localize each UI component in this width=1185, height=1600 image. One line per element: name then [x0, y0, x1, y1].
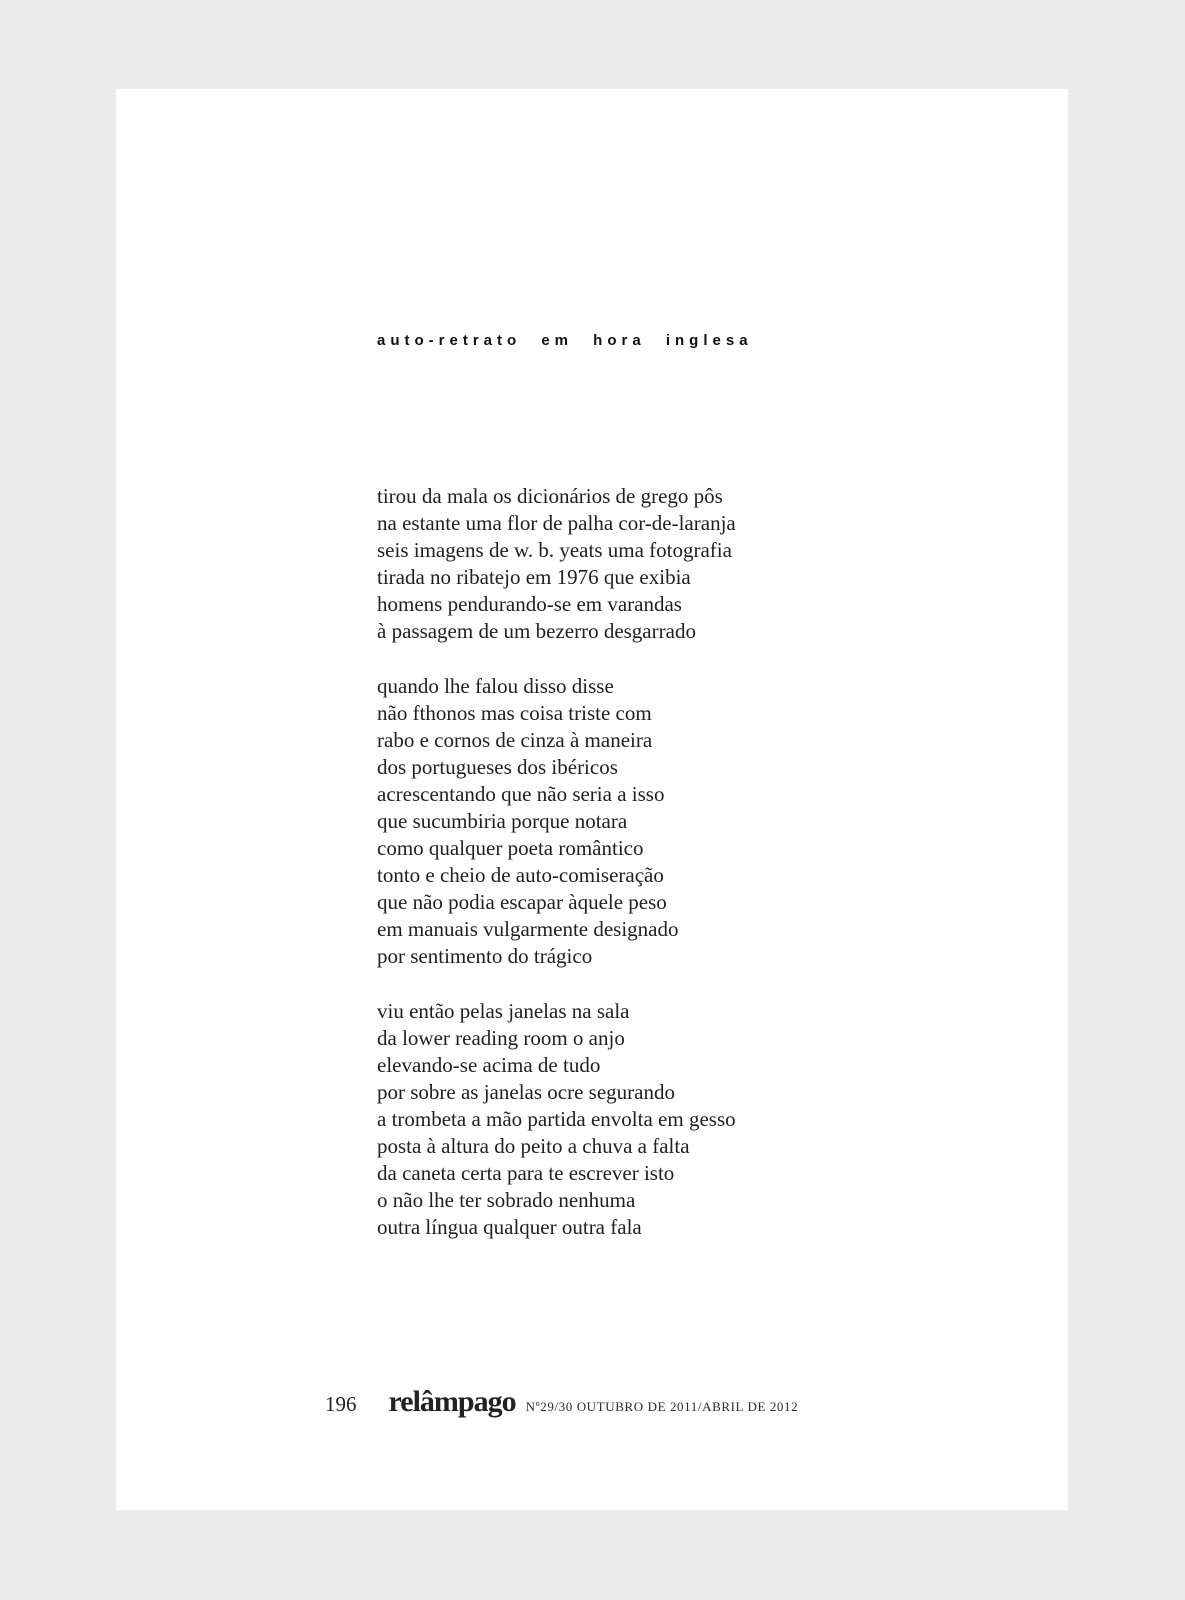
magazine-page [116, 89, 1068, 1510]
poem-line: da caneta certa para te escrever isto [377, 1161, 675, 1185]
poem-body [377, 483, 736, 1269]
poem-line: homens pendurando-se em varandas [377, 592, 682, 616]
poem-line: viu então pelas janelas na sala [377, 999, 630, 1023]
poem-line: seis imagens de w. b. yeats uma fotografia [377, 538, 732, 562]
poem-line: dos portugueses dos ibéricos [377, 755, 618, 779]
poem-line: à passagem de um bezerro desgarrado [377, 619, 696, 643]
poem-line: por sentimento do trágico [377, 944, 593, 968]
page-footer [325, 1385, 798, 1419]
stanza [377, 673, 736, 970]
poem-line: que sucumbiria porque notara [377, 809, 628, 833]
poem-line: da lower reading room o anjo [377, 1026, 625, 1050]
poem-line: quando lhe falou disso disse [377, 674, 614, 698]
poem-line: não fthonos mas coisa triste com [377, 701, 652, 725]
poem-line: na estante uma flor de palha cor-de-laranja [377, 511, 736, 535]
poem-line: em manuais vulgarmente designado [377, 917, 679, 941]
poem-title: auto-retrato em hora inglesa [377, 332, 753, 349]
poem-line: acrescentando que não seria a isso [377, 782, 665, 806]
poem-line: tirada no ribatejo em 1976 que exibia [377, 565, 691, 589]
poem-line: tonto e cheio de auto-comiseração [377, 863, 664, 887]
poem-line: como qualquer poeta romântico [377, 836, 644, 860]
stanza [377, 998, 736, 1241]
poem-line: rabo e cornos de cinza à maneira [377, 728, 653, 752]
poem-line: outra língua qualquer outra fala [377, 1215, 642, 1239]
poem-line: posta à altura do peito a chuva a falta [377, 1134, 690, 1158]
stanza [377, 483, 736, 645]
poem-line: elevando-se acima de tudo [377, 1053, 601, 1077]
issue-info: Nº29/30 OUTUBRO DE 2011/ABRIL DE 2012 [525, 1399, 799, 1414]
magazine-logo: relâmpago [388, 1385, 516, 1418]
page-number: 196 [325, 1392, 357, 1416]
poem-line: a trombeta a mão partida envolta em gesso [377, 1107, 736, 1131]
poem-line: por sobre as janelas ocre segurando [377, 1080, 675, 1104]
poem-line: tirou da mala os dicionários de grego pôs [377, 484, 723, 508]
poem-line: o não lhe ter sobrado nenhuma [377, 1188, 636, 1212]
poem-line: que não podia escapar àquele peso [377, 890, 667, 914]
